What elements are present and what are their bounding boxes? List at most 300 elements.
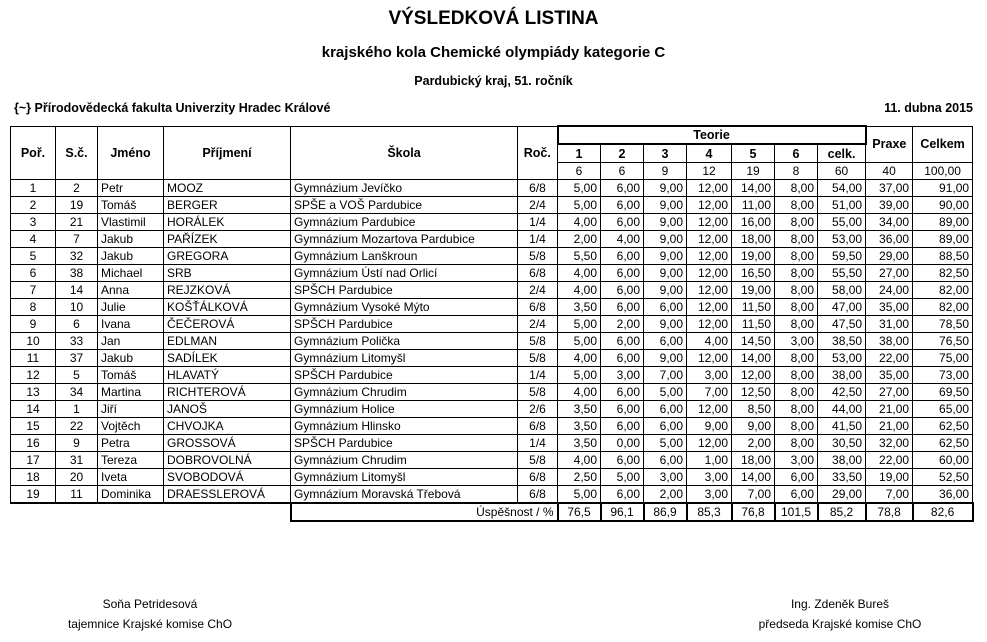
rocnik-cell: 5/8 <box>518 333 558 350</box>
teorie-5-cell: 18,00 <box>732 231 775 248</box>
page-subtitle: krajského kola Chemické olympiády kategorie C <box>321 44 666 61</box>
teorie-4-cell: 12,00 <box>687 401 732 418</box>
skola-cell: Gymnázium Hlinsko <box>291 418 518 435</box>
jmeno-cell: Vojtěch <box>98 418 164 435</box>
teorie-3-cell: 9,00 <box>644 265 687 282</box>
max-points-cell: 8 <box>775 163 818 180</box>
skola-cell: Gymnázium Mozartova Pardubice <box>291 231 518 248</box>
teorie-2-cell: 6,00 <box>601 452 644 469</box>
teorie-4-cell: 12,00 <box>687 299 732 316</box>
celkem-cell: 91,00 <box>913 180 973 197</box>
teorie-1-cell: 4,00 <box>558 282 601 299</box>
prijmeni-cell: SVOBODOVÁ <box>164 469 291 486</box>
teorie-celk-cell: 38,00 <box>818 452 866 469</box>
jmeno-cell: Jiří <box>98 401 164 418</box>
teorie-5-cell: 14,50 <box>732 333 775 350</box>
praxe-cell: 27,00 <box>866 265 913 282</box>
poradi-cell: 7 <box>11 282 56 299</box>
rocnik-cell: 5/8 <box>518 452 558 469</box>
teorie-5-cell: 2,00 <box>732 435 775 452</box>
table-row <box>11 333 973 350</box>
skola-cell: SPŠCH Pardubice <box>291 367 518 384</box>
signature-right-role: předseda Krajské komise ChO <box>758 617 922 631</box>
poradi-cell: 14 <box>11 401 56 418</box>
jmeno-cell: Jakub <box>98 350 164 367</box>
teorie-4-cell: 3,00 <box>687 469 732 486</box>
header-jmeno: Jméno <box>98 126 164 180</box>
teorie-3-cell: 9,00 <box>644 350 687 367</box>
sc-cell: 22 <box>56 418 98 435</box>
rocnik-cell: 5/8 <box>518 384 558 401</box>
table-row <box>11 486 973 504</box>
teorie-3-cell: 3,00 <box>644 469 687 486</box>
header-prijmeni: Příjmení <box>164 126 291 180</box>
celkem-cell: 36,00 <box>913 486 973 504</box>
teorie-2-cell: 6,00 <box>601 282 644 299</box>
teorie-6-cell: 8,00 <box>775 350 818 367</box>
jmeno-cell: Jakub <box>98 248 164 265</box>
poradi-cell: 6 <box>11 265 56 282</box>
table-row <box>11 282 973 299</box>
teorie-4-cell: 12,00 <box>687 316 732 333</box>
success-value: 82,6 <box>913 503 973 521</box>
teorie-6-cell: 8,00 <box>775 367 818 384</box>
jmeno-cell: Julie <box>98 299 164 316</box>
teorie-6-cell: 8,00 <box>775 248 818 265</box>
teorie-4-cell: 4,00 <box>687 333 732 350</box>
max-points-cell: 100,00 <box>913 163 973 180</box>
praxe-cell: 32,00 <box>866 435 913 452</box>
teorie-6-cell: 8,00 <box>775 299 818 316</box>
praxe-cell: 29,00 <box>866 248 913 265</box>
rocnik-cell: 6/8 <box>518 180 558 197</box>
teorie-5-cell: 14,00 <box>732 469 775 486</box>
table-row <box>11 299 973 316</box>
teorie-celk-cell: 47,50 <box>818 316 866 333</box>
teorie-6-cell: 8,00 <box>775 435 818 452</box>
teorie-celk-cell: 53,00 <box>818 231 866 248</box>
teorie-2-cell: 6,00 <box>601 180 644 197</box>
skola-cell: Gymnázium Holice <box>291 401 518 418</box>
teorie-3-cell: 9,00 <box>644 214 687 231</box>
teorie-1-cell: 4,00 <box>558 350 601 367</box>
teorie-4-cell: 12,00 <box>687 197 732 214</box>
sc-cell: 14 <box>56 282 98 299</box>
teorie-5-cell: 19,00 <box>732 248 775 265</box>
teorie-2-cell: 6,00 <box>601 333 644 350</box>
teorie-4-cell: 12,00 <box>687 265 732 282</box>
rocnik-cell: 2/4 <box>518 197 558 214</box>
prijmeni-cell: HORÁLEK <box>164 214 291 231</box>
jmeno-cell: Petr <box>98 180 164 197</box>
teorie-6-cell: 8,00 <box>775 316 818 333</box>
prijmeni-cell: KOŠŤÁLKOVÁ <box>164 299 291 316</box>
teorie-3-cell: 6,00 <box>644 401 687 418</box>
skola-cell: Gymnázium Vysoké Mýto <box>291 299 518 316</box>
success-value: 85,3 <box>687 503 732 521</box>
teorie-4-cell: 12,00 <box>687 180 732 197</box>
teorie-6-cell: 8,00 <box>775 180 818 197</box>
success-value: 78,8 <box>866 503 913 521</box>
teorie-3-cell: 9,00 <box>644 231 687 248</box>
signature-left-name: Soňa Petridesová <box>102 597 198 611</box>
teorie-1-cell: 2,00 <box>558 231 601 248</box>
teorie-5-cell: 11,50 <box>732 299 775 316</box>
teorie-3-cell: 9,00 <box>644 180 687 197</box>
teorie-1-cell: 4,00 <box>558 214 601 231</box>
table-row <box>11 452 973 469</box>
table-row <box>11 316 973 333</box>
teorie-2-cell: 6,00 <box>601 299 644 316</box>
table-row <box>11 214 973 231</box>
teorie-3-cell: 6,00 <box>644 452 687 469</box>
skola-cell: SPŠCH Pardubice <box>291 316 518 333</box>
teorie-5-cell: 11,00 <box>732 197 775 214</box>
poradi-cell: 3 <box>11 214 56 231</box>
prijmeni-cell: GREGORA <box>164 248 291 265</box>
jmeno-cell: Anna <box>98 282 164 299</box>
results-table <box>10 125 974 522</box>
table-row <box>11 418 973 435</box>
header-t4: 4 <box>687 144 732 163</box>
celkem-cell: 62,50 <box>913 435 973 452</box>
poradi-cell: 11 <box>11 350 56 367</box>
celkem-cell: 62,50 <box>913 418 973 435</box>
table-row <box>11 265 973 282</box>
teorie-3-cell: 2,00 <box>644 486 687 504</box>
praxe-cell: 31,00 <box>866 316 913 333</box>
teorie-5-cell: 12,50 <box>732 384 775 401</box>
praxe-cell: 24,00 <box>866 282 913 299</box>
celkem-cell: 60,00 <box>913 452 973 469</box>
teorie-2-cell: 2,00 <box>601 316 644 333</box>
max-points-cell: 60 <box>818 163 866 180</box>
sc-cell: 33 <box>56 333 98 350</box>
skola-cell: SPŠCH Pardubice <box>291 282 518 299</box>
teorie-1-cell: 3,50 <box>558 401 601 418</box>
skola-cell: Gymnázium Ústí nad Orlicí <box>291 265 518 282</box>
signature-right-name: Ing. Zdeněk Bureš <box>790 597 890 611</box>
teorie-6-cell: 8,00 <box>775 282 818 299</box>
teorie-2-cell: 6,00 <box>601 197 644 214</box>
teorie-1-cell: 5,00 <box>558 197 601 214</box>
celkem-cell: 73,00 <box>913 367 973 384</box>
teorie-1-cell: 3,50 <box>558 299 601 316</box>
teorie-1-cell: 3,50 <box>558 418 601 435</box>
praxe-cell: 35,00 <box>866 367 913 384</box>
teorie-1-cell: 4,00 <box>558 384 601 401</box>
praxe-cell: 7,00 <box>866 486 913 504</box>
header-praxe: Praxe <box>866 126 913 163</box>
teorie-6-cell: 3,00 <box>775 333 818 350</box>
sc-cell: 38 <box>56 265 98 282</box>
success-value: 76,8 <box>732 503 775 521</box>
teorie-4-cell: 1,00 <box>687 452 732 469</box>
teorie-4-cell: 12,00 <box>687 214 732 231</box>
success-value: 86,9 <box>644 503 687 521</box>
rocnik-cell: 2/6 <box>518 401 558 418</box>
header-celk: celk. <box>818 144 866 163</box>
teorie-3-cell: 7,00 <box>644 367 687 384</box>
skola-cell: Gymnázium Chrudim <box>291 384 518 401</box>
sc-cell: 5 <box>56 367 98 384</box>
faculty-line: {~} Přírodovědecká fakulta Univerzity Hradec Králové <box>14 101 331 115</box>
prijmeni-cell: DOBROVOLNÁ <box>164 452 291 469</box>
rocnik-cell: 6/8 <box>518 265 558 282</box>
header-t6: 6 <box>775 144 818 163</box>
rocnik-cell: 1/4 <box>518 214 558 231</box>
teorie-5-cell: 7,00 <box>732 486 775 504</box>
teorie-6-cell: 3,00 <box>775 452 818 469</box>
sc-cell: 9 <box>56 435 98 452</box>
praxe-cell: 19,00 <box>866 469 913 486</box>
teorie-1-cell: 5,00 <box>558 180 601 197</box>
teorie-3-cell: 6,00 <box>644 418 687 435</box>
praxe-cell: 22,00 <box>866 350 913 367</box>
teorie-1-cell: 4,00 <box>558 265 601 282</box>
max-points-cell: 12 <box>687 163 732 180</box>
jmeno-cell: Tereza <box>98 452 164 469</box>
skola-cell: Gymnázium Litomyšl <box>291 350 518 367</box>
success-label: Úspěšnost / % <box>291 503 558 521</box>
poradi-cell: 17 <box>11 452 56 469</box>
header-poradi: Poř. <box>11 126 56 180</box>
rocnik-cell: 2/4 <box>518 282 558 299</box>
celkem-cell: 75,00 <box>913 350 973 367</box>
success-value: 96,1 <box>601 503 644 521</box>
teorie-5-cell: 14,00 <box>732 180 775 197</box>
signature-left-role: tajemnice Krajské komise ChO <box>67 617 233 631</box>
table-row <box>11 197 973 214</box>
table-row <box>11 469 973 486</box>
table-row <box>11 180 973 197</box>
teorie-1-cell: 5,00 <box>558 486 601 504</box>
teorie-3-cell: 9,00 <box>644 282 687 299</box>
teorie-6-cell: 8,00 <box>775 401 818 418</box>
sc-cell: 11 <box>56 486 98 504</box>
teorie-4-cell: 3,00 <box>687 367 732 384</box>
prijmeni-cell: BERGER <box>164 197 291 214</box>
skola-cell: Gymnázium Polička <box>291 333 518 350</box>
header-teorie: Teorie <box>558 126 866 144</box>
praxe-cell: 27,00 <box>866 384 913 401</box>
praxe-cell: 34,00 <box>866 214 913 231</box>
teorie-celk-cell: 51,00 <box>818 197 866 214</box>
header-t5: 5 <box>732 144 775 163</box>
sc-cell: 19 <box>56 197 98 214</box>
praxe-cell: 21,00 <box>866 401 913 418</box>
teorie-3-cell: 5,00 <box>644 435 687 452</box>
teorie-4-cell: 12,00 <box>687 435 732 452</box>
praxe-cell: 21,00 <box>866 418 913 435</box>
poradi-cell: 12 <box>11 367 56 384</box>
skola-cell: SPŠCH Pardubice <box>291 435 518 452</box>
jmeno-cell: Dominika <box>98 486 164 504</box>
poradi-cell: 16 <box>11 435 56 452</box>
teorie-4-cell: 7,00 <box>687 384 732 401</box>
rocnik-cell: 2/4 <box>518 316 558 333</box>
signature-right <box>720 594 960 634</box>
header-t1: 1 <box>558 144 601 163</box>
celkem-cell: 82,50 <box>913 265 973 282</box>
celkem-cell: 52,50 <box>913 469 973 486</box>
poradi-cell: 18 <box>11 469 56 486</box>
teorie-6-cell: 8,00 <box>775 384 818 401</box>
teorie-2-cell: 6,00 <box>601 384 644 401</box>
jmeno-cell: Jakub <box>98 231 164 248</box>
teorie-2-cell: 6,00 <box>601 265 644 282</box>
success-value: 101,5 <box>775 503 818 521</box>
teorie-3-cell: 6,00 <box>644 333 687 350</box>
sc-cell: 37 <box>56 350 98 367</box>
teorie-5-cell: 16,50 <box>732 265 775 282</box>
praxe-cell: 38,00 <box>866 333 913 350</box>
skola-cell: Gymnázium Jevíčko <box>291 180 518 197</box>
poradi-cell: 4 <box>11 231 56 248</box>
success-value: 85,2 <box>818 503 866 521</box>
poradi-cell: 13 <box>11 384 56 401</box>
table-row <box>11 384 973 401</box>
teorie-2-cell: 3,00 <box>601 367 644 384</box>
celkem-cell: 82,00 <box>913 299 973 316</box>
signature-left <box>30 594 270 634</box>
teorie-celk-cell: 38,00 <box>818 367 866 384</box>
header-skola: Škola <box>291 126 518 180</box>
teorie-celk-cell: 53,00 <box>818 350 866 367</box>
poradi-cell: 19 <box>11 486 56 504</box>
praxe-cell: 22,00 <box>866 452 913 469</box>
rocnik-cell: 6/8 <box>518 418 558 435</box>
celkem-cell: 90,00 <box>913 197 973 214</box>
table-row <box>11 401 973 418</box>
teorie-celk-cell: 41,50 <box>818 418 866 435</box>
max-points-cell: 6 <box>558 163 601 180</box>
teorie-3-cell: 6,00 <box>644 299 687 316</box>
sc-cell: 20 <box>56 469 98 486</box>
teorie-celk-cell: 29,00 <box>818 486 866 504</box>
prijmeni-cell: DRAESSLEROVÁ <box>164 486 291 504</box>
teorie-1-cell: 5,00 <box>558 367 601 384</box>
teorie-2-cell: 4,00 <box>601 231 644 248</box>
success-value: 76,5 <box>558 503 601 521</box>
sc-cell: 34 <box>56 384 98 401</box>
rocnik-cell: 6/8 <box>518 299 558 316</box>
region-line: Pardubický kraj, 51. ročník <box>414 74 573 88</box>
prijmeni-cell: SADÍLEK <box>164 350 291 367</box>
jmeno-cell: Petra <box>98 435 164 452</box>
praxe-cell: 35,00 <box>866 299 913 316</box>
celkem-cell: 89,00 <box>913 214 973 231</box>
teorie-celk-cell: 42,50 <box>818 384 866 401</box>
teorie-6-cell: 8,00 <box>775 418 818 435</box>
poradi-cell: 10 <box>11 333 56 350</box>
teorie-4-cell: 12,00 <box>687 350 732 367</box>
sc-cell: 10 <box>56 299 98 316</box>
teorie-celk-cell: 58,00 <box>818 282 866 299</box>
poradi-cell: 1 <box>11 180 56 197</box>
table-row <box>11 367 973 384</box>
jmeno-cell: Iveta <box>98 469 164 486</box>
poradi-cell: 9 <box>11 316 56 333</box>
jmeno-cell: Michael <box>98 265 164 282</box>
prijmeni-cell: MOOZ <box>164 180 291 197</box>
teorie-6-cell: 8,00 <box>775 231 818 248</box>
teorie-3-cell: 9,00 <box>644 316 687 333</box>
teorie-5-cell: 8,50 <box>732 401 775 418</box>
sc-cell: 32 <box>56 248 98 265</box>
sc-cell: 7 <box>56 231 98 248</box>
poradi-cell: 15 <box>11 418 56 435</box>
teorie-celk-cell: 33,50 <box>818 469 866 486</box>
teorie-1-cell: 5,00 <box>558 316 601 333</box>
teorie-6-cell: 6,00 <box>775 469 818 486</box>
teorie-3-cell: 9,00 <box>644 197 687 214</box>
jmeno-cell: Ivana <box>98 316 164 333</box>
teorie-2-cell: 6,00 <box>601 350 644 367</box>
teorie-2-cell: 6,00 <box>601 418 644 435</box>
celkem-cell: 69,50 <box>913 384 973 401</box>
teorie-2-cell: 0,00 <box>601 435 644 452</box>
table-row <box>11 350 973 367</box>
max-points-cell: 9 <box>644 163 687 180</box>
teorie-6-cell: 6,00 <box>775 486 818 504</box>
skola-cell: Gymnázium Lanškroun <box>291 248 518 265</box>
max-points-cell: 40 <box>866 163 913 180</box>
sc-cell: 6 <box>56 316 98 333</box>
prijmeni-cell: ČEČEROVÁ <box>164 316 291 333</box>
prijmeni-cell: REJZKOVÁ <box>164 282 291 299</box>
sc-cell: 21 <box>56 214 98 231</box>
teorie-4-cell: 12,00 <box>687 248 732 265</box>
teorie-6-cell: 8,00 <box>775 265 818 282</box>
praxe-cell: 37,00 <box>866 180 913 197</box>
max-points-cell: 19 <box>732 163 775 180</box>
prijmeni-cell: JANOŠ <box>164 401 291 418</box>
teorie-celk-cell: 47,00 <box>818 299 866 316</box>
teorie-5-cell: 12,00 <box>732 367 775 384</box>
rocnik-cell: 6/8 <box>518 486 558 504</box>
rocnik-cell: 1/4 <box>518 231 558 248</box>
praxe-cell: 39,00 <box>866 197 913 214</box>
teorie-celk-cell: 30,50 <box>818 435 866 452</box>
header-sc: S.č. <box>56 126 98 180</box>
poradi-cell: 8 <box>11 299 56 316</box>
prijmeni-cell: SRB <box>164 265 291 282</box>
teorie-4-cell: 12,00 <box>687 282 732 299</box>
skola-cell: SPŠE a VOŠ Pardubice <box>291 197 518 214</box>
teorie-3-cell: 5,00 <box>644 384 687 401</box>
prijmeni-cell: CHVOJKA <box>164 418 291 435</box>
teorie-6-cell: 8,00 <box>775 197 818 214</box>
rocnik-cell: 1/4 <box>518 367 558 384</box>
celkem-cell: 82,00 <box>913 282 973 299</box>
prijmeni-cell: PAŘÍZEK <box>164 231 291 248</box>
skola-cell: Gymnázium Litomyšl <box>291 469 518 486</box>
teorie-1-cell: 2,50 <box>558 469 601 486</box>
poradi-cell: 5 <box>11 248 56 265</box>
page-title: VÝSLEDKOVÁ LISTINA <box>388 8 599 29</box>
teorie-5-cell: 14,00 <box>732 350 775 367</box>
teorie-2-cell: 6,00 <box>601 248 644 265</box>
teorie-5-cell: 19,00 <box>732 282 775 299</box>
teorie-5-cell: 18,00 <box>732 452 775 469</box>
skola-cell: Gymnázium Moravská Třebová <box>291 486 518 504</box>
teorie-celk-cell: 55,00 <box>818 214 866 231</box>
prijmeni-cell: RICHTEROVÁ <box>164 384 291 401</box>
teorie-celk-cell: 54,00 <box>818 180 866 197</box>
jmeno-cell: Tomáš <box>98 367 164 384</box>
header-rocnik: Roč. <box>518 126 558 180</box>
